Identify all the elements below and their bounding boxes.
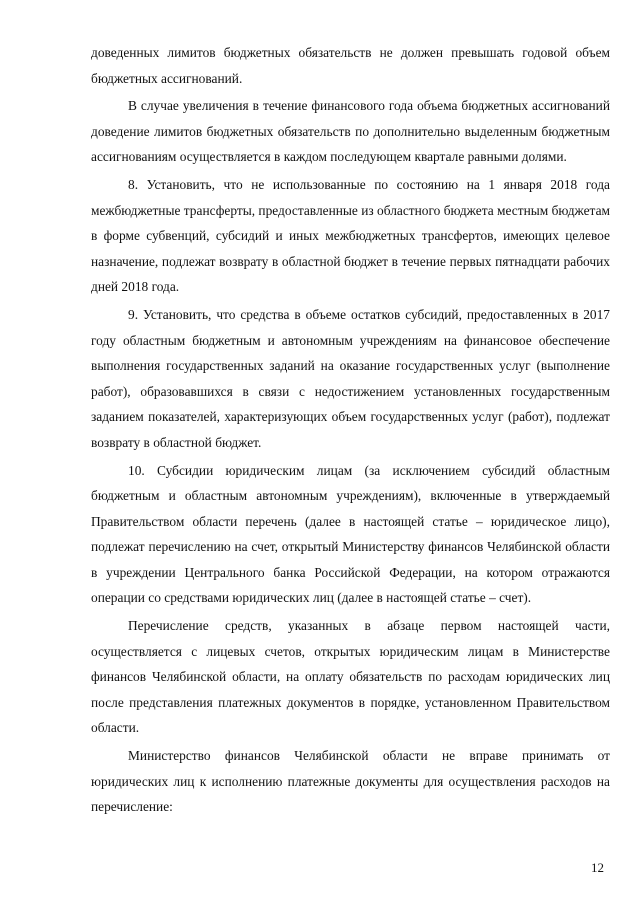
paragraph-clause-10: 10. Субсидии юридическим лицам (за исключением субсидий областным бюджетным и областным автономным учреждениям), включенные в утверждаемый Правительством области перечень (далее в настоящей статье – юридическое лицо), подлежат перечислению на счет, открытый Министерству финансов Челябинской области в учреждении Центрального банка Российской Федерации, на котором отражаются операции со средствами юридических лиц (далее в настоящей статье – счет). [91,462,610,606]
paragraph-clause-9: 9. Установить, что средства в объеме остатков субсидий, предоставленных в 2017 году областным бюджетным и автономным учреждениям на финансовое обеспечение выполнения государственных заданий на оказание государственных услуг (выполнение работ), образовавшихся в связи с недостижением установленных государственным заданием показателей, характеризующих объем государственных услуг (работ), подлежат возврату в областной бюджет. [91,306,610,450]
paragraph-clause-8: 8. Установить, что не использованные по состоянию на 1 января 2018 года межбюджетные трансферты, предоставленные из областного бюджета местным бюджетам в форме субвенций, субсидий и иных межбюджетных трансфертов, имеющих целевое назначение, подлежат возврату в областной бюджет в течение первых пятнадцати рабочих дней 2018 года. [91,176,610,295]
page-number: 12 [591,860,604,875]
paragraph-budget-increase: В случае увеличения в течение финансового года объема бюджетных ассигнований доведение лимитов бюджетных обязательств по дополнительно выделенным бюджетным ассигнованиям осуществляется в каждом последующем квартале равными долями. [91,98,610,165]
paragraph-transfer-funds: Перечисление средств, указанных в абзаце первом настоящей части, осуществляется с лицевых счетов, открытых юридическим лицам в Министерстве финансов Челябинской области, на оплату обязательств по расходам юридических лиц после представления платежных документов в порядке, установленном Правительством области. [91,618,610,736]
document-body [91,40,610,822]
paragraph-continuation: доведенных лимитов бюджетных обязательств не должен превышать годовой объем бюджетных ассигнований. [91,45,610,86]
paragraph-ministry-restriction: Министерство финансов Челябинской области не вправе принимать от юридических лиц к исполнению платежные документы для осуществления расходов на перечисление: [91,748,610,815]
